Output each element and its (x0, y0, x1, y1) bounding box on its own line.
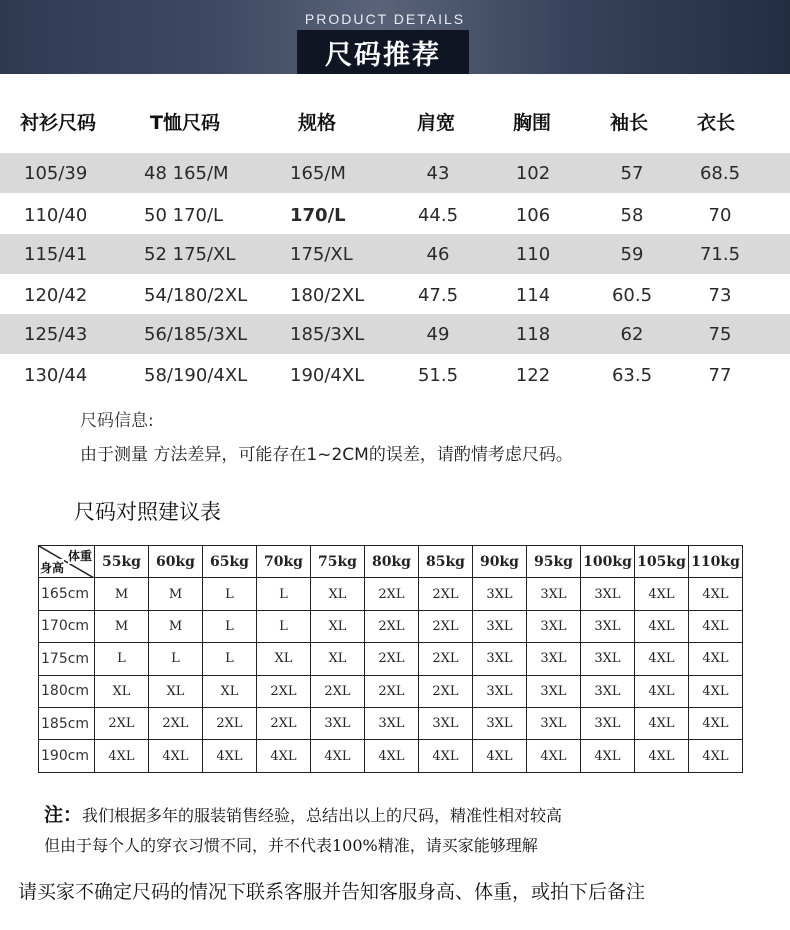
size-cell: 4XL (635, 578, 689, 610)
cell-length: 77 (708, 365, 732, 386)
size-cell: 4XL (203, 740, 257, 772)
cell-tshirt-size: 50 170/L (144, 205, 224, 226)
size-cell: 3XL (527, 643, 581, 675)
size-cell: 2XL (95, 707, 149, 739)
weight-header: 55kg (95, 546, 149, 578)
size-cell: 2XL (257, 707, 311, 739)
size-cell: 2XL (365, 675, 419, 707)
cell-spec: 190/4XL (290, 365, 365, 386)
cell-shoulder: 46 (426, 244, 450, 265)
size-cell: 4XL (689, 740, 743, 772)
note-lead: 注： (44, 804, 83, 826)
cell-chest: 110 (515, 244, 551, 265)
size-cell: 4XL (689, 610, 743, 642)
size-cell: 3XL (473, 610, 527, 642)
size-cell: 4XL (311, 740, 365, 772)
cell-sleeve: 63.5 (611, 365, 653, 386)
size-cell: 4XL (419, 740, 473, 772)
size-info-title: 尺码信息: (80, 411, 154, 431)
size-cell: 3XL (581, 707, 635, 739)
weight-header: 75kg (311, 546, 365, 578)
cell-spec: 165/M (290, 163, 346, 184)
cell-sleeve: 57 (620, 163, 644, 184)
size-cell: 2XL (365, 610, 419, 642)
size-cell: 4XL (635, 675, 689, 707)
size-cell: 2XL (149, 707, 203, 739)
cell-spec: 175/XL (290, 244, 353, 265)
header-sleeve: 袖长 (610, 112, 649, 134)
comparison-row (39, 707, 743, 739)
size-cell: 4XL (689, 578, 743, 610)
size-cell: 3XL (365, 707, 419, 739)
weight-header: 85kg (419, 546, 473, 578)
cell-shirt-size: 125/43 (24, 324, 88, 345)
size-cell: 4XL (635, 740, 689, 772)
size-cell: 2XL (311, 675, 365, 707)
note-text-1: 我们根据多年的服装销售经验，总结出以上的尺码，精准性相对较高 (82, 806, 563, 825)
note-line-2: 但由于每个人的穿衣习惯不同，并不代表100%精准，请买家能够理解 (44, 836, 538, 855)
height-label: 180cm (39, 675, 95, 707)
comparison-row (39, 740, 743, 772)
cell-sleeve: 59 (620, 244, 644, 265)
size-cell: M (149, 578, 203, 610)
weight-header: 110kg (689, 546, 743, 578)
size-cell: 4XL (473, 740, 527, 772)
size-cell: M (95, 578, 149, 610)
size-cell: XL (311, 578, 365, 610)
cell-tshirt-size: 56/185/3XL (144, 324, 248, 345)
size-cell: 3XL (581, 578, 635, 610)
weight-header: 65kg (203, 546, 257, 578)
note-line-1 (44, 800, 562, 827)
cell-length: 75 (708, 324, 732, 345)
banner-title: 尺码推荐 (325, 39, 441, 71)
size-cell: 4XL (689, 675, 743, 707)
cell-length: 70 (708, 205, 732, 226)
size-cell: 3XL (527, 675, 581, 707)
size-cell: L (203, 610, 257, 642)
comparison-title: 尺码对照建议表 (74, 500, 221, 524)
size-cell: 3XL (581, 610, 635, 642)
size-cell: M (95, 610, 149, 642)
size-cell: 3XL (581, 675, 635, 707)
size-cell: 2XL (203, 707, 257, 739)
cell-spec: 185/3XL (290, 324, 365, 345)
size-table-row (0, 355, 790, 395)
height-label: 165cm (39, 578, 95, 610)
size-table-row (0, 314, 790, 354)
header-shoulder: 肩宽 (417, 112, 456, 134)
cell-tshirt-size: 48 165/M (144, 163, 229, 184)
size-cell: 3XL (473, 643, 527, 675)
cell-shirt-size: 115/41 (24, 244, 88, 265)
note-line-3: 请买家不确定尺码的情况下联系客服并告知客服身高、体重，或拍下后备注 (18, 881, 646, 903)
size-cell: L (257, 578, 311, 610)
size-cell: 3XL (527, 707, 581, 739)
size-cell: 2XL (419, 578, 473, 610)
weight-header: 80kg (365, 546, 419, 578)
size-cell: XL (257, 643, 311, 675)
cell-shoulder: 44.5 (417, 205, 459, 226)
size-cell: XL (95, 675, 149, 707)
corner-cell (39, 546, 95, 578)
cell-chest: 102 (515, 163, 551, 184)
weight-header: 90kg (473, 546, 527, 578)
size-table-header (0, 108, 790, 138)
header-shirt-size: 衬衫尺码 (20, 112, 97, 134)
size-cell: 2XL (419, 610, 473, 642)
comparison-row (39, 578, 743, 610)
cell-spec: 170/L (290, 205, 346, 226)
banner-subtitle: PRODUCT DETAILS (304, 11, 466, 27)
cell-shirt-size: 120/42 (24, 285, 88, 306)
size-info-text: 由于测量 方法差异，可能存在1~2CM的误差，请酌情考虑尺码。 (80, 445, 573, 465)
cell-length: 71.5 (699, 244, 741, 265)
header-spec: 规格 (298, 112, 337, 134)
comparison-header-row (39, 546, 743, 578)
size-cell: 4XL (689, 707, 743, 739)
header-banner (0, 0, 790, 74)
cell-length: 68.5 (699, 163, 741, 184)
cell-chest: 118 (515, 324, 551, 345)
cell-tshirt-size: 58/190/4XL (144, 365, 248, 386)
size-cell: 3XL (473, 578, 527, 610)
cell-tshirt-size: 52 175/XL (144, 244, 236, 265)
size-cell: 3XL (581, 643, 635, 675)
size-comparison-table (38, 545, 743, 773)
size-cell: L (203, 643, 257, 675)
cell-shirt-size: 110/40 (24, 205, 88, 226)
cell-tshirt-size: 54/180/2XL (144, 285, 248, 306)
size-cell: 3XL (527, 578, 581, 610)
cell-length: 73 (708, 285, 732, 306)
weight-header: 60kg (149, 546, 203, 578)
corner-height-label: 身高 (40, 561, 65, 576)
height-label: 185cm (39, 707, 95, 739)
size-cell: 4XL (365, 740, 419, 772)
size-cell: 4XL (95, 740, 149, 772)
cell-shirt-size: 105/39 (24, 163, 88, 184)
size-table-row (0, 153, 790, 193)
size-cell: 3XL (473, 707, 527, 739)
size-cell: 3XL (311, 707, 365, 739)
cell-shoulder: 47.5 (417, 285, 459, 306)
size-table-row (0, 275, 790, 315)
size-cell: L (95, 643, 149, 675)
size-cell: 4XL (149, 740, 203, 772)
corner-weight-label: 体重 (67, 549, 92, 563)
size-cell: M (149, 610, 203, 642)
size-cell: L (149, 643, 203, 675)
size-cell: 4XL (527, 740, 581, 772)
cell-spec: 180/2XL (290, 285, 365, 306)
size-cell: 4XL (689, 643, 743, 675)
size-cell: 3XL (419, 707, 473, 739)
size-cell: 2XL (365, 578, 419, 610)
size-cell: XL (311, 643, 365, 675)
size-cell: XL (149, 675, 203, 707)
cell-shoulder: 49 (426, 324, 450, 345)
size-table-row (0, 234, 790, 274)
cell-shoulder: 51.5 (417, 365, 459, 386)
weight-header: 70kg (257, 546, 311, 578)
height-label: 170cm (39, 610, 95, 642)
size-table-row (0, 195, 790, 235)
cell-chest: 122 (515, 365, 551, 386)
header-tshirt-size: T恤尺码 (150, 112, 220, 134)
cell-sleeve: 60.5 (611, 285, 653, 306)
cell-shoulder: 43 (426, 163, 450, 184)
size-cell: L (257, 610, 311, 642)
weight-header: 95kg (527, 546, 581, 578)
size-cell: 4XL (581, 740, 635, 772)
size-cell: L (203, 578, 257, 610)
size-cell: 2XL (419, 675, 473, 707)
size-cell: XL (203, 675, 257, 707)
size-cell: 4XL (257, 740, 311, 772)
cell-sleeve: 62 (620, 324, 644, 345)
header-length: 衣长 (697, 112, 736, 134)
height-label: 190cm (39, 740, 95, 772)
comparison-row (39, 610, 743, 642)
weight-header: 100kg (581, 546, 635, 578)
size-cell: 4XL (635, 707, 689, 739)
size-cell: 3XL (473, 675, 527, 707)
size-cell: 2XL (419, 643, 473, 675)
comparison-row (39, 643, 743, 675)
size-cell: 3XL (527, 610, 581, 642)
height-label: 175cm (39, 643, 95, 675)
size-cell: XL (311, 610, 365, 642)
cell-sleeve: 58 (620, 205, 644, 226)
cell-chest: 114 (515, 285, 551, 306)
size-cell: 4XL (635, 643, 689, 675)
comparison-row (39, 675, 743, 707)
size-cell: 2XL (365, 643, 419, 675)
size-cell: 2XL (257, 675, 311, 707)
header-chest: 胸围 (513, 112, 552, 134)
size-cell: 4XL (635, 610, 689, 642)
cell-chest: 106 (515, 205, 551, 226)
cell-shirt-size: 130/44 (24, 365, 88, 386)
banner-title-box (297, 30, 469, 74)
weight-header: 105kg (635, 546, 689, 578)
